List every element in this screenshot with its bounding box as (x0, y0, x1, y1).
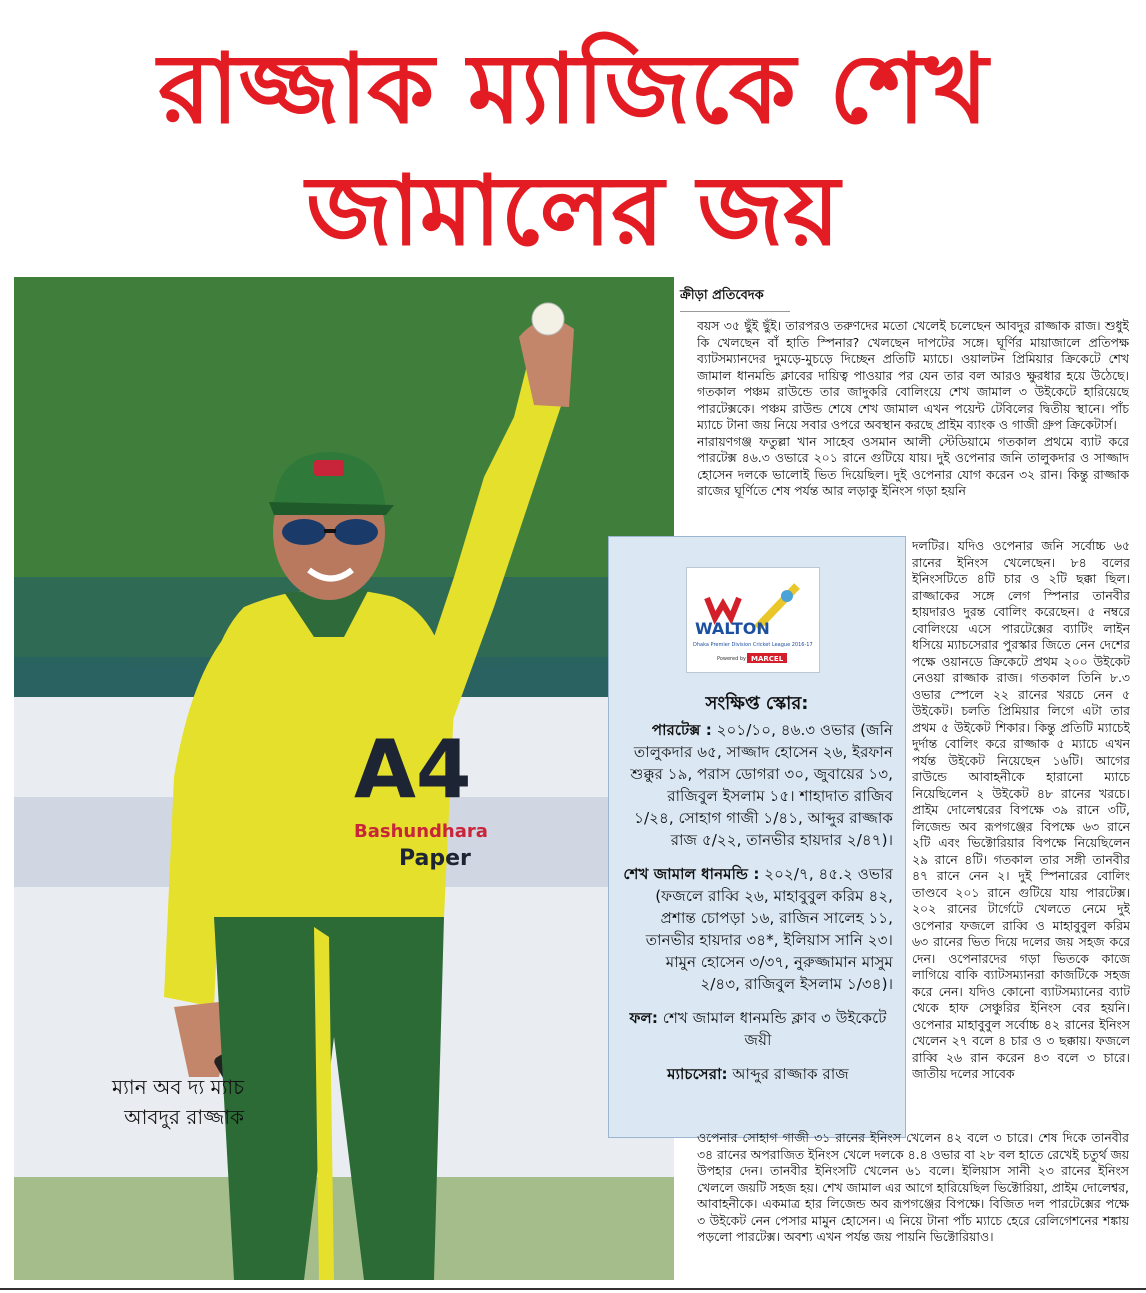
score-team2-text: ২০২/৭, ৪৫.২ ওভার (ফজলে রাব্বি ২৬, মাহাবুবুল করিম ৪২, প্রশান্ত চোপড়া ১৬, রাজিন সালেহ ১১, তানভীর হায়দার ৩৪*, ইলিয়াস সানি ২৩। মামুন হোসেন ৩/৩৭, নুরুজ্জামান মাসুম ২/৪৩, রাজিবুল ইসলাম ১/৩৪)। (645, 865, 893, 993)
headline (0, 28, 1146, 272)
logo-powered: Powered by (717, 656, 746, 662)
score-motm (623, 1063, 893, 1085)
logo-brand: WALTON (695, 619, 770, 638)
logo-subtitle: Dhaka Premier Division Cricket League 2016-17 (693, 642, 813, 648)
headline-line-2: জামালের জয় (306, 155, 840, 267)
score-motm-label: ম্যাচসেরা: (667, 1065, 728, 1083)
article-paragraph: নারায়ণগঞ্জ ফতুল্লা খান সাহেব ওসমান আলী স্টেডিয়ামে গতকাল প্রথমে ব্যাট করে পারটেক্স ৪৬.৩ ওভারে ২০১ রানে গুটিয়ে যায়। দুই ওপেনার জনি তালুকদার ও সাজ্জাদ হোসেন দলকে ভালোই ভিত দিয়েছিল। দুই ওপেনার যোগ করেন ৩২ রান। কিন্তু রাজ্জাক রাজের ঘূর্ণিতে শেষ পর্যন্ত আর লড়াকু ইনিংস গড়া হয়নি (697, 433, 1129, 498)
score-title: সংক্ষিপ্ত স্কোর: (705, 693, 809, 714)
article-paragraph: ওপেনার সোহাগ গাজী ৩১ রানের ইনিংস খেলেন ৪২ বলে ৩ চারে। শেষ দিকে তানবীর ৩৪ রানের অপরাজিত ইনিংস খেলে দলকে ৪.৪ ওভার বা ২৮ বল হাতে রেখেই চতুর্থ জয় উপহার দেন। তানবীর ইনিংসটি খেলেন ৬১ বলে। ইলিয়াস সানী ২৩ রানের ইনিংস খেললে জয়টি সহজ হয়। শেখ জামাল এর আগে হারিয়েছিল ভিক্টোরিয়া, প্রাইম দোলেশ্বর, আবাহনীকে। একমাত্র হার লিজেন্ড অব রূপগঞ্জের বিপক্ষে। বিজিত দল পারটেক্সের পক্ষে ৩ উইকেট নেন পেসার মামুন হোসেন। এ নিয়ে টানা পাঁচ ম্যাচে হেরে রেলিগেশনের শঙ্কায় পড়লো পারটেক্স। অবশ্য এখন পর্যন্ত জয় পায়নি ভিক্টোরিয়াও। (697, 1130, 1129, 1244)
headline-line-1: রাজ্জাক ম্যাজিকে শেখ (157, 33, 989, 145)
score-team1-text: ২০১/১০, ৪৬.৩ ওভার (জনি তালুকদার ৬৫, সাজ্জাদ হোসেন ২৬, ইরফান শুক্কুর ১৯, পরাস ডোগরা ৩০, জুবায়ের ১৩, রাজিবুল ইসলাম ১৫। শাহাদাত রাজিব ১/২৪, সোহাগ গাজী ১/৪১, আব্দুর রাজ্জাক রাজ ৫/২২, তানভীর হায়দার ২/৪৭)। (630, 721, 893, 849)
photo-caption (54, 1072, 244, 1132)
article-column-bottom (697, 1130, 1129, 1288)
score-result-label: ফল: (629, 1009, 658, 1027)
article-paragraph: দলটির। যদিও ওপেনার জনি সর্বোচ্চ ৬৫ রানের ইনিংস খেলেছেন। ৮৪ বলের ইনিংসটিতে ৪টি চার ও ২টি ছক্কা ছিল। রাজ্জাকের সঙ্গে লেগ স্পিনার তানবীর হায়দারও দুরন্ত বোলিং করেছেন। ৫ নম্বরে বোলিংয়ে এসে পারটেক্সের ব্যাটিং লাইন ধসিয়ে ম্যাচসেরার পুরস্কার জিতে নেন দেশের পক্ষে ওয়ানডে ক্রিকেটে প্রথম ২০০ উইকেট নেওয়া রাজ্জাক রাজ। গতকাল তিনি ৮.৩ ওভার স্পেলে ২২ রানের খরচে নেন ৫ উইকেট। চলতি প্রিমিয়ার লিগে এটা তার প্রথম ৫ উইকেট শিকার। কিন্তু প্রতিটি ম্যাচেই দুর্দান্ত বোলিং করে রাজ্জাক ৫ ম্যাচে এখন পর্যন্ত উইকেট নিয়েছেন ১৬টি। আগের রাউন্ডে আবাহনীকে হারানো ম্যাচে নিয়েছিলেন ২ উইকেট ৪৮ রানের খরচে। প্রাইম দোলেশ্বরের বিপক্ষে ৩৯ রানে ৩টি, লিজেন্ড অব রূপগঞ্জের বিপক্ষে ৬৩ রানে ২টি এবং ভিক্টোরিয়ার বিপক্ষে নিয়েছিলেন ২৯ রানে ৪টি। গতকাল তার সঙ্গী তানবীর ৪৭ রানে নেন ২। দুই স্পিনারের বোলিং তাণ্ডবে ২০১ রানে গুটিয়ে যায় পারটেক্স। ২০২ রানের টার্গেটে খেলতে নেমে দুই ওপেনার ফজলে রাব্বি ও মাহাবুবুল করিম ৬৩ রানের ভিত দিয়ে দলের জয় সহজ করে দেন। ওপেনারদের গড়া ভিতকে কাজে লাগিয়ে বাকি ব্যাটসম্যানরা কাজটিকে সহজ করে নেন। যদিও কোনো ব্যাটসম্যানের ব্যাট থেকে হাফ সেঞ্চুরির ইনিংস বের হয়নি। ওপেনার মাহাবুবুল সর্বোচ্চ ৪২ রানের ইনিংস খেলেন ২৭ বলে ৪ চার ও ৩ ছক্কায়। ফজলে রাব্বি ২৬ রান করেন ৪৩ বলে ৩ চারে। জাতীয় দলের সাবেক (912, 538, 1130, 1081)
article-column-top (697, 318, 1129, 550)
jersey-sponsor-2: Paper (399, 846, 471, 871)
score-team1 (623, 719, 893, 851)
article-column-right (912, 538, 1130, 1138)
score-summary-box (608, 536, 906, 1138)
score-motm-text: আব্দুর রাজ্জাক রাজ (727, 1065, 849, 1083)
byline: ক্রীড়া প্রতিবেদক (680, 286, 790, 312)
score-result (623, 1007, 893, 1051)
logo-sponsor: MARCEL (751, 655, 784, 663)
caption-line-2: আবদুর রাজ্জাক (124, 1105, 244, 1129)
walton-league-logo (686, 567, 820, 673)
score-body (623, 719, 893, 1097)
page-bottom-rule (0, 1288, 1146, 1290)
score-team2 (623, 863, 893, 995)
jersey-number: A4 (354, 723, 472, 816)
score-result-text: শেখ জামাল ধানমন্ডি ক্লাব ৩ উইকেটে জয়ী (657, 1009, 887, 1049)
score-team2-label: শেখ জামাল ধানমন্ডি : (623, 865, 760, 883)
article-paragraph: বয়স ৩৫ ছুঁই ছুঁই। তারপরও তরুণদের মতো খেলেই চলেছেন আবদুর রাজ্জাক রাজ। শুধুই কি খেলছেন বাঁ হাতি স্পিনার? খেলছেন দাপটের সঙ্গে। ঘূর্ণির মায়াজালে প্রতিপক্ষ ব্যাটসম্যানদের দুমড়ে-মুচড়ে দিচ্ছেন প্রতিটি ম্যাচে। ওয়ালটন প্রিমিয়ার ক্রিকেটে শেখ জামাল ধানমন্ডি ক্লাবের দায়িত্ব পাওয়ার পর যেন তার বল আরও ক্ষুরধার হয়ে উঠেছে। গতকাল পঞ্চম রাউন্ডে তার জাদুকরি বোলিংয়ে শেখ জামাল ৩ উইকেটে হারিয়েছে পারটেক্সকে। পঞ্চম রাউন্ড শেষে শেখ জামাল এখন পয়েন্ট টেবিলের দ্বিতীয় স্থানে। পাঁচ ম্যাচে টানা জয় নিয়ে সবার ওপরে অবস্থান করছে প্রাইম ব্যাংক ও গাজী গ্রুপ ক্রিকেটার্স। (697, 318, 1129, 432)
score-team1-label: পারটেক্স : (651, 721, 712, 739)
caption-line-1: ম্যান অব দ্য ম্যাচ (112, 1075, 244, 1099)
jersey-sponsor-1: Bashundhara (354, 821, 488, 842)
